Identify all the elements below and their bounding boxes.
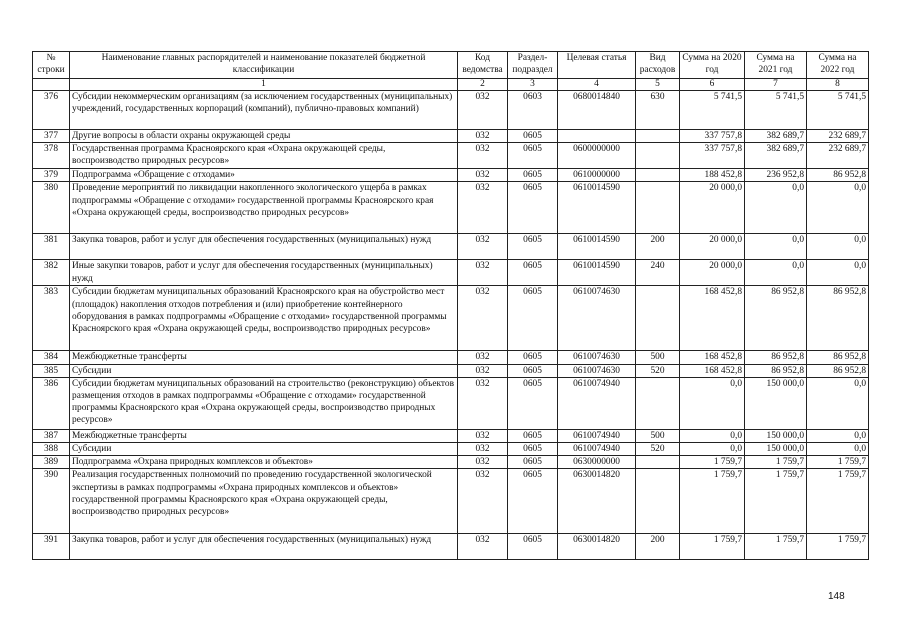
- row-sum-2021: 1 759,7: [745, 469, 807, 534]
- row-section: 0605: [508, 286, 558, 351]
- row-sum-2021: 150 000,0: [745, 429, 807, 442]
- row-sum-2022: 0,0: [807, 377, 869, 429]
- row-sum-2021: 150 000,0: [745, 443, 807, 456]
- row-name: Подпрограмма «Обращение с отходами»: [70, 169, 458, 182]
- row-dept-code: 032: [458, 351, 508, 364]
- row-name: Субсидии бюджетам муниципальных образований на строительство (реконструкцию) объектов размещения отходов в рамках подпрограммы «Обращение с отходами» государственной программы Красноярского края «Охрана окружающей среды, воспроизводство природных ресурсов»: [70, 377, 458, 429]
- header-name: Наименование главных распорядителей и наименование показателей бюджетной классификации: [70, 52, 458, 79]
- row-name: Субсидии некоммерческим организациям (за исключением государственных (муниципальных) учреждений, государственных корпораций (компаний), публично-правовых компаний): [70, 91, 458, 130]
- table-body: [33, 91, 869, 560]
- row-dept-code: 032: [458, 234, 508, 260]
- header-number: 7: [745, 79, 807, 91]
- row-dept-code: 032: [458, 377, 508, 429]
- row-expense-type: [636, 456, 680, 469]
- row-section: 0605: [508, 169, 558, 182]
- row-sum-2022: 1 759,7: [807, 534, 869, 560]
- row-section: 0605: [508, 469, 558, 534]
- row-sum-2022: 0,0: [807, 443, 869, 456]
- row-sum-2020: 337 757,8: [680, 130, 745, 143]
- row-expense-type: [636, 377, 680, 429]
- row-target-article: 0610074630: [558, 351, 636, 364]
- table-row: [33, 534, 869, 560]
- header-number: 4: [558, 79, 636, 91]
- row-sum-2020: 0,0: [680, 429, 745, 442]
- row-name: Субсидии: [70, 443, 458, 456]
- header-number: 5: [636, 79, 680, 91]
- row-dept-code: 032: [458, 443, 508, 456]
- row-target-article: 0610074630: [558, 364, 636, 377]
- row-sum-2020: 0,0: [680, 443, 745, 456]
- row-name: Проведение мероприятий по ликвидации накопленного экологического ущерба в рамках подпрограммы «Обращение с отходами» государственной программы Красноярского края «Охрана окружающей среды, воспроизводство природных ресурсов»: [70, 182, 458, 234]
- row-sum-2021: 86 952,8: [745, 286, 807, 351]
- row-dept-code: 032: [458, 143, 508, 169]
- table-row: [33, 351, 869, 364]
- row-sum-2020: 20 000,0: [680, 260, 745, 286]
- row-expense-type: [636, 182, 680, 234]
- row-section: 0605: [508, 534, 558, 560]
- row-dept-code: 032: [458, 364, 508, 377]
- row-sum-2020: 168 452,8: [680, 351, 745, 364]
- row-section: 0603: [508, 91, 558, 130]
- row-target-article: 0610074630: [558, 286, 636, 351]
- row-target-article: 0610074940: [558, 443, 636, 456]
- row-name: Иные закупки товаров, работ и услуг для обеспечения государственных (муниципальных) нужд: [70, 260, 458, 286]
- row-target-article: 0600000000: [558, 143, 636, 169]
- row-sum-2020: 188 452,8: [680, 169, 745, 182]
- row-name: Субсидии бюджетам муниципальных образований Красноярского края на обустройство мест (площадок) накопления отходов потребления и (или) приобретение контейнерного оборудования в рамках подпрограммы «Обращение с отходами» государственной программы Красноярского края «Охрана окружающей среды, воспроизводство природных ресурсов»: [70, 286, 458, 351]
- header-sum-2022: Сумма на 2022 год: [807, 52, 869, 79]
- row-name: Межбюджетные трансферты: [70, 351, 458, 364]
- header-sum-2021: Сумма на 2021 год: [745, 52, 807, 79]
- row-number: 378: [33, 143, 70, 169]
- table-row: [33, 182, 869, 234]
- row-sum-2022: 86 952,8: [807, 169, 869, 182]
- page-number: 148: [828, 591, 845, 602]
- row-sum-2021: 0,0: [745, 182, 807, 234]
- row-section: 0605: [508, 143, 558, 169]
- row-section: 0605: [508, 260, 558, 286]
- row-name: Другие вопросы в области охраны окружающей среды: [70, 130, 458, 143]
- table-row: [33, 364, 869, 377]
- row-sum-2020: 5 741,5: [680, 91, 745, 130]
- table-row: [33, 169, 869, 182]
- row-sum-2021: 382 689,7: [745, 143, 807, 169]
- row-name: Закупка товаров, работ и услуг для обеспечения государственных (муниципальных) нужд: [70, 534, 458, 560]
- row-target-article: 0610014590: [558, 260, 636, 286]
- header-number: 6: [680, 79, 745, 91]
- row-section: 0605: [508, 364, 558, 377]
- row-sum-2022: 232 689,7: [807, 143, 869, 169]
- row-target-article: 0610000000: [558, 169, 636, 182]
- row-section: 0605: [508, 429, 558, 442]
- row-dept-code: 032: [458, 469, 508, 534]
- header-target: Целевая статья: [558, 52, 636, 79]
- row-sum-2022: 1 759,7: [807, 469, 869, 534]
- row-expense-type: 520: [636, 443, 680, 456]
- row-name: Субсидии: [70, 364, 458, 377]
- row-sum-2021: 5 741,5: [745, 91, 807, 130]
- row-number: 386: [33, 377, 70, 429]
- table-row: [33, 377, 869, 429]
- row-sum-2020: 337 757,8: [680, 143, 745, 169]
- row-dept-code: 032: [458, 534, 508, 560]
- header-number-blank: [33, 79, 70, 91]
- row-sum-2022: 0,0: [807, 234, 869, 260]
- row-sum-2020: 168 452,8: [680, 364, 745, 377]
- row-number: 377: [33, 130, 70, 143]
- budget-table: [32, 51, 869, 560]
- header-num: № строки: [33, 52, 70, 79]
- row-dept-code: 032: [458, 91, 508, 130]
- row-number: 382: [33, 260, 70, 286]
- table-row: [33, 143, 869, 169]
- row-number: 390: [33, 469, 70, 534]
- row-dept-code: 032: [458, 169, 508, 182]
- row-target-article: 0630000000: [558, 456, 636, 469]
- row-sum-2020: 1 759,7: [680, 534, 745, 560]
- header-section: Раздел-подраздел: [508, 52, 558, 79]
- row-section: 0605: [508, 234, 558, 260]
- row-sum-2022: 86 952,8: [807, 286, 869, 351]
- header-dept: Код ведомства: [458, 52, 508, 79]
- row-sum-2021: 1 759,7: [745, 456, 807, 469]
- row-expense-type: [636, 169, 680, 182]
- row-target-article: 0680014840: [558, 91, 636, 130]
- budget-table-sheet: [32, 51, 868, 560]
- row-number: 379: [33, 169, 70, 182]
- row-sum-2021: 86 952,8: [745, 364, 807, 377]
- row-target-article: 0630014820: [558, 534, 636, 560]
- row-section: 0605: [508, 456, 558, 469]
- header-sum-2020: Сумма на 2020 год: [680, 52, 745, 79]
- row-section: 0605: [508, 443, 558, 456]
- header-number: 1: [70, 79, 458, 91]
- row-number: 380: [33, 182, 70, 234]
- row-expense-type: [636, 286, 680, 351]
- row-expense-type: 520: [636, 364, 680, 377]
- row-sum-2020: 20 000,0: [680, 234, 745, 260]
- row-sum-2022: 86 952,8: [807, 351, 869, 364]
- row-number: 389: [33, 456, 70, 469]
- row-number: 385: [33, 364, 70, 377]
- header-row: [33, 52, 869, 79]
- table-row: [33, 234, 869, 260]
- row-number: 391: [33, 534, 70, 560]
- row-dept-code: 032: [458, 130, 508, 143]
- table-row: [33, 260, 869, 286]
- row-sum-2022: 1 759,7: [807, 456, 869, 469]
- row-expense-type: [636, 143, 680, 169]
- row-expense-type: [636, 469, 680, 534]
- row-dept-code: 032: [458, 286, 508, 351]
- row-section: 0605: [508, 351, 558, 364]
- row-target-article: 0610014590: [558, 234, 636, 260]
- row-sum-2021: 86 952,8: [745, 351, 807, 364]
- row-sum-2022: 0,0: [807, 260, 869, 286]
- row-sum-2020: 1 759,7: [680, 469, 745, 534]
- row-sum-2021: 236 952,8: [745, 169, 807, 182]
- row-target-article: 0610014590: [558, 182, 636, 234]
- row-number: 387: [33, 429, 70, 442]
- row-name: Реализация государственных полномочий по проведению государственной экологической экспертизы в рамках подпрограммы «Охрана природных комплексов и объектов» государственной программы Красноярского края «Охрана окружающей среды, воспроизводство природных ресурсов»: [70, 469, 458, 534]
- header-number: 8: [807, 79, 869, 91]
- row-expense-type: 200: [636, 234, 680, 260]
- table-row: [33, 469, 869, 534]
- row-number: 381: [33, 234, 70, 260]
- table-row: [33, 456, 869, 469]
- row-dept-code: 032: [458, 182, 508, 234]
- row-sum-2020: 20 000,0: [680, 182, 745, 234]
- header-exptype: Вид расходов: [636, 52, 680, 79]
- row-number: 384: [33, 351, 70, 364]
- header-number-row: [33, 79, 869, 91]
- table-row: [33, 286, 869, 351]
- row-number: 388: [33, 443, 70, 456]
- row-sum-2020: 1 759,7: [680, 456, 745, 469]
- row-dept-code: 032: [458, 429, 508, 442]
- row-sum-2021: 150 000,0: [745, 377, 807, 429]
- row-name: Государственная программа Красноярского края «Охрана окружающей среды, воспроизводство природных ресурсов»: [70, 143, 458, 169]
- row-sum-2020: 0,0: [680, 377, 745, 429]
- row-target-article: 0610074940: [558, 429, 636, 442]
- row-dept-code: 032: [458, 456, 508, 469]
- row-sum-2022: 0,0: [807, 182, 869, 234]
- row-number: 376: [33, 91, 70, 130]
- row-sum-2022: 5 741,5: [807, 91, 869, 130]
- row-sum-2022: 232 689,7: [807, 130, 869, 143]
- row-expense-type: 630: [636, 91, 680, 130]
- row-expense-type: 240: [636, 260, 680, 286]
- row-dept-code: 032: [458, 260, 508, 286]
- row-expense-type: 500: [636, 351, 680, 364]
- row-name: Подпрограмма «Охрана природных комплексов и объектов»: [70, 456, 458, 469]
- row-sum-2021: 0,0: [745, 260, 807, 286]
- row-target-article: [558, 130, 636, 143]
- row-expense-type: 500: [636, 429, 680, 442]
- row-sum-2022: 86 952,8: [807, 364, 869, 377]
- row-sum-2022: 0,0: [807, 429, 869, 442]
- header-number: 2: [458, 79, 508, 91]
- row-target-article: 0610074940: [558, 377, 636, 429]
- table-row: [33, 443, 869, 456]
- header-number: 3: [508, 79, 558, 91]
- row-expense-type: 200: [636, 534, 680, 560]
- row-sum-2021: 382 689,7: [745, 130, 807, 143]
- row-section: 0605: [508, 182, 558, 234]
- row-expense-type: [636, 130, 680, 143]
- row-section: 0605: [508, 130, 558, 143]
- row-sum-2021: 1 759,7: [745, 534, 807, 560]
- row-name: Межбюджетные трансферты: [70, 429, 458, 442]
- row-name: Закупка товаров, работ и услуг для обеспечения государственных (муниципальных) нужд: [70, 234, 458, 260]
- row-section: 0605: [508, 377, 558, 429]
- table-row: [33, 429, 869, 442]
- table-row: [33, 91, 869, 130]
- row-sum-2021: 0,0: [745, 234, 807, 260]
- table-row: [33, 130, 869, 143]
- row-sum-2020: 168 452,8: [680, 286, 745, 351]
- row-number: 383: [33, 286, 70, 351]
- row-target-article: 0630014820: [558, 469, 636, 534]
